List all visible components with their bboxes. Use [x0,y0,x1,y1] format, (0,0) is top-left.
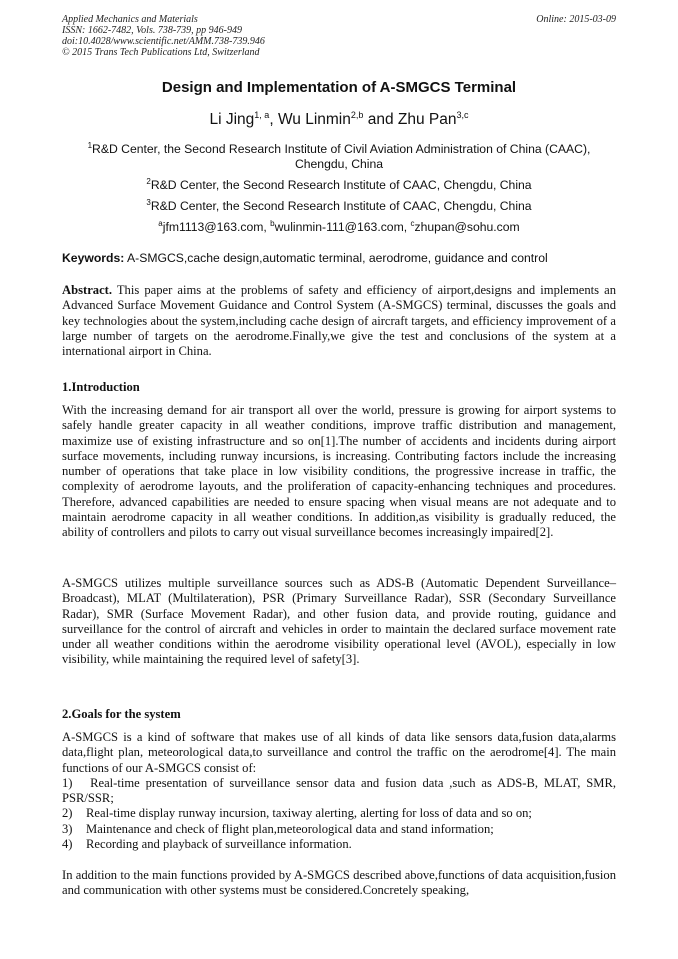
paper-title: Design and Implementation of A-SMGCS Terminal [161,79,517,96]
list-item-text: Recording and playback of surveillance information. [86,837,352,852]
list-item-text: Maintenance and check of flight plan,meteorological data and stand information; [86,821,494,836]
email-mark: a [158,219,163,228]
abstract-text: This paper aims at the problems of safety and efficiency of airport,designs and implements an Advanced Surface Movement Guidance and Control System (A-SMGCS) terminal, discusses the goals and key technologies about the system,including cache design of aircraft targets, and efficiency improvement of a large number of targets on the aerodrome.Finally,we give the test and conclusions of the system at a international airport in China. [62,283,616,359]
email-address[interactable]: jfm1113@163.com, [162,220,271,235]
author-separator: , [269,111,278,129]
email-address[interactable]: zhupan@sohu.com [414,220,520,235]
author-affil-mark: 2,b [350,110,364,120]
intro-paragraph-1: With the increasing demand for air transport all over the world, pressure is growing for airport systems to safely handle greater capacity in all weather conditions, improve traffic distribution and management, maximize use of existing infrastructure and so on[1].The number of accidents and incidents during airport surface movements, including runway incursions, is increasing. Contributing factors include the increasing number of operations that take place in low visibility conditions, the progressive increase in traffic, the complexity of aerodrome layouts, and the proliferation of capacity-enhancing techniques and procedures. Therefore, advanced capabilities are needed to ensure spacing when visual means are not adequate and to maintain aerodrome capacity in all weather conditions. In addition,as visibility is gradually reduced, the ability of controllers and pilots to carry out visual surveillance becomes increasingly impaired[2]. [62,403,616,540]
goals-paragraph-2: In addition to the main functions provided by A-SMGCS described above,functions of data acquisition,fusion and communication with other systems must be considered.Concretely speaking, [62,868,616,898]
keywords-label: Keywords: [62,251,125,265]
keywords [62,251,616,265]
keywords-text: A-SMGCS,cache design,automatic terminal, aerodrome, guidance and control [124,251,548,265]
author-affil-mark: 3,c [456,110,469,120]
affiliation-text: R&D Center, the Second Research Institute of CAAC, Chengdu, China [150,199,532,214]
author-name: Zhu Pan [397,111,457,129]
author-separator: and [363,111,398,129]
author-name: Li Jing [209,111,255,129]
goals-paragraph-1: A-SMGCS is a kind of software that makes use of all kinds of data like sensors data,fusion data,alarms data,flight plan, meteorological data,to surveillance and control the traffic on the aerodrome[4]. The main functions of our A-SMGCS consist of: [62,730,616,775]
section-heading-goals: 2.Goals for the system [62,707,181,721]
journal-header [62,14,265,58]
list-item-text: Real-time display runway incursion, taxiway alerting, alerting for loss of data and so on; [86,806,532,821]
affiliation-1 [62,138,616,172]
author-emails [62,216,616,235]
function-list-item: 1) Real-time presentation of surveillance sensor data and fusion data ,such as ADS-B, MLAT, SMR, PSR/SSR; [62,775,616,806]
author-list [62,110,616,129]
journal-name: Applied Mechanics and Materials [62,14,198,25]
email-address[interactable]: wulinmin-111@163.com, [274,220,411,235]
function-list [62,806,616,852]
abstract [62,283,616,359]
affiliation-3 [62,195,616,214]
affiliation-mark: 3 [146,198,151,207]
author-affil-mark: 1, a [254,110,270,120]
goals-section-body [62,730,616,852]
list-number: 3) [62,821,73,836]
issn-line: ISSN: 1662-7482, Vols. 738-739, pp 946-949 [62,25,242,36]
intro-paragraph-2: A-SMGCS utilizes multiple surveillance sources such as ADS-B (Automatic Dependent Surveillance–Broadcast), MLAT (Multilateration), PSR (Primary Surveillance Radar), SSR (Secondary Surveillance Radar), SMR (Surface Movement Radar), and other fusion data, and provide routing, guidance and surveillance for the control of aircraft and vehicles in order to maintain the declared surface movement rate under all weather conditions within the aerodrome visibility operational level (AVOL), especially in low visibility, while maintaining the required level of safety[3]. [62,576,616,667]
affiliation-mark: 2 [146,177,151,186]
function-list-item [62,806,616,821]
email-mark: b [270,219,275,228]
author-name: Wu Linmin [277,111,351,129]
list-number: 4) [62,837,73,852]
doi-line[interactable]: doi:10.4028/www.scientific.net/AMM.738-739.946 [62,36,265,47]
section-heading-introduction: 1.Introduction [62,380,140,394]
email-mark: c [410,219,415,228]
copyright-line: © 2015 Trans Tech Publications Ltd, Switzerland [62,47,260,58]
affiliation-text: R&D Center, the Second Research Institute of Civil Aviation Administration of China (CAAC), Chengdu, China [92,142,591,172]
function-list-item [62,822,616,837]
affiliation-mark: 1 [87,141,93,150]
function-list-item [62,837,616,852]
affiliation-text: R&D Center, the Second Research Institute of CAAC, Chengdu, China [150,178,532,193]
abstract-label: Abstract. [62,283,113,297]
affiliation-2 [62,174,616,193]
list-number: 2) [62,806,73,821]
online-date: Online: 2015-03-09 [536,14,616,25]
